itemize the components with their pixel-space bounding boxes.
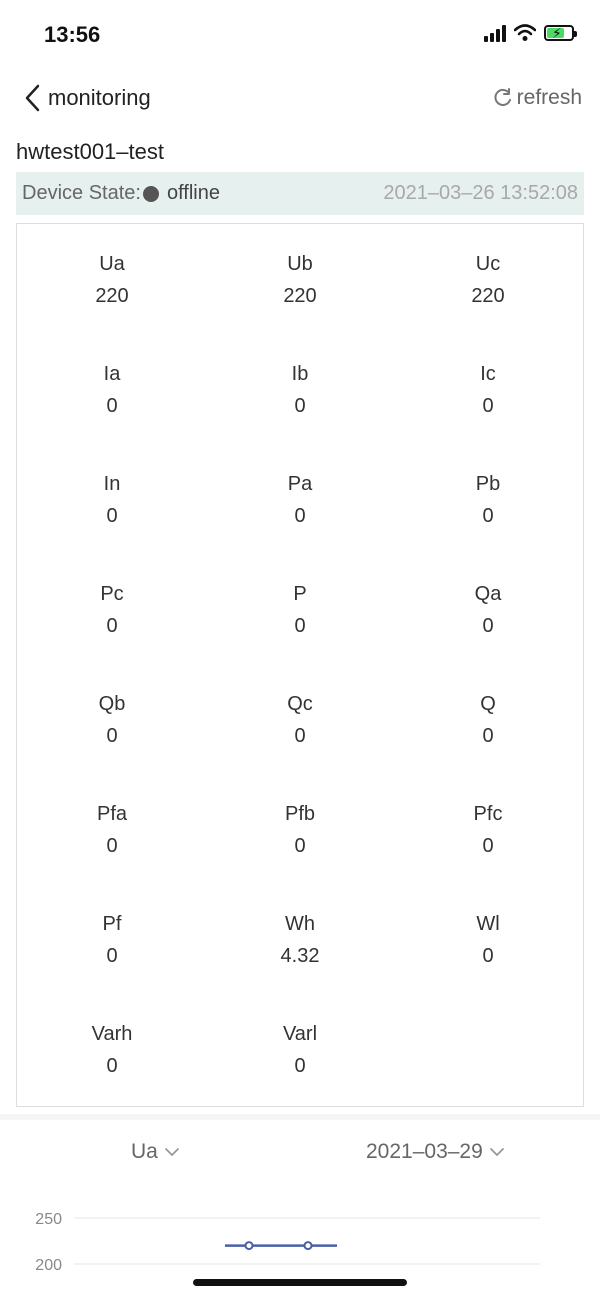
metric-qa (393, 582, 583, 638)
metric-pf (17, 912, 207, 968)
metric-value: 0 (482, 615, 494, 637)
metric-label: Ub (287, 253, 313, 275)
metric-qc (205, 692, 395, 748)
metric-value: 0 (482, 835, 494, 857)
metric-label: Qc (287, 693, 313, 715)
metrics-card (16, 223, 584, 1107)
metric-label: Ib (291, 363, 309, 385)
metric-value: 0 (294, 1055, 306, 1077)
metric-value: 0 (482, 395, 494, 417)
metric-q (393, 692, 583, 748)
metric-label: Pfc (473, 803, 503, 825)
metric-label: Pc (100, 583, 124, 605)
metric-varl (205, 1022, 395, 1078)
metric-label: Qa (474, 583, 502, 605)
metric-p (205, 582, 395, 638)
metric-value: 0 (294, 395, 306, 417)
metric-select-value: Ua (131, 1140, 158, 1163)
metric-value: 4.32 (280, 945, 320, 967)
metric-label: Uc (475, 253, 501, 275)
metric-ua (17, 252, 207, 308)
status-time: 13:56 (44, 22, 101, 47)
y-tick-label: 250 (35, 1211, 62, 1228)
metric-wh (205, 912, 395, 968)
back-button[interactable] (24, 84, 151, 112)
chevron-down-icon (164, 1147, 180, 1157)
battery-charging-icon: ⚡ (544, 25, 574, 41)
metric-label: Q (480, 693, 496, 715)
metric-label: Qb (98, 693, 126, 715)
y-tick-label: 200 (35, 1257, 62, 1274)
device-state-value: offline (166, 182, 220, 204)
metric-value: 0 (482, 725, 494, 747)
metric-value: 0 (106, 505, 118, 527)
last-update-timestamp: 2021–03–26 13:52:08 (383, 182, 578, 204)
refresh-label: refresh (516, 86, 582, 109)
metric-value: 0 (482, 505, 494, 527)
metric-label: Wh (285, 913, 315, 935)
metric-pfa (17, 802, 207, 858)
page-title: monitoring (48, 85, 151, 110)
signal-icon (484, 24, 506, 42)
metric-label: Pf (102, 913, 122, 935)
metric-pc (17, 582, 207, 638)
metric-pfc (393, 802, 583, 858)
metric-value: 220 (95, 285, 129, 307)
device-state-label: Device State: (22, 182, 141, 204)
metric-label: Wl (476, 913, 500, 935)
nav-bar (0, 80, 600, 124)
metric-varh (17, 1022, 207, 1078)
status-dot-icon (143, 186, 159, 202)
data-point (246, 1242, 253, 1249)
metric-value: 0 (294, 725, 306, 747)
metric-value: 0 (482, 945, 494, 967)
metric-ub (205, 252, 395, 308)
metric-value: 0 (294, 505, 306, 527)
metric-pfb (205, 802, 395, 858)
metric-label: Pfa (96, 803, 128, 825)
metric-ic (393, 362, 583, 418)
metric-value: 0 (106, 725, 118, 747)
device-name: hwtest001–test (16, 139, 164, 164)
metric-label: Pa (287, 473, 313, 495)
metric-value: 0 (294, 615, 306, 637)
metric-label: Ua (99, 253, 125, 275)
wifi-icon (514, 24, 536, 42)
metric-value: 220 (283, 285, 317, 307)
device-state-bar (16, 172, 584, 215)
metric-value: 0 (294, 835, 306, 857)
metric-qb (17, 692, 207, 748)
metric-label: Pfb (284, 803, 316, 825)
refresh-icon (493, 88, 513, 108)
metric-pa (205, 472, 395, 528)
metric-pb (393, 472, 583, 528)
metric-label: Pb (475, 473, 501, 495)
metric-ib (205, 362, 395, 418)
metric-in (17, 472, 207, 528)
metric-label: Ic (480, 363, 496, 385)
chevron-left-icon (24, 84, 40, 112)
status-icons (484, 24, 574, 42)
metric-uc (393, 252, 583, 308)
metric-value: 0 (106, 395, 118, 417)
metric-value: 0 (106, 835, 118, 857)
device-state (22, 182, 220, 205)
metric-label: Varl (282, 1023, 318, 1045)
metric-label: Ia (103, 363, 121, 385)
metric-label: Varh (91, 1023, 133, 1045)
metric-select[interactable] (131, 1140, 180, 1164)
date-select-value: 2021–03–29 (366, 1140, 483, 1163)
metric-value: 0 (106, 945, 118, 967)
metric-value: 220 (471, 285, 505, 307)
home-indicator (193, 1279, 407, 1286)
data-point (305, 1242, 312, 1249)
metric-wl (393, 912, 583, 968)
metric-value: 0 (106, 1055, 118, 1077)
refresh-button[interactable] (493, 86, 582, 110)
metric-value: 0 (106, 615, 118, 637)
metric-label: In (103, 473, 121, 495)
chevron-down-icon (489, 1147, 505, 1157)
metric-label: P (293, 583, 307, 605)
metric-ia (17, 362, 207, 418)
status-bar (0, 0, 600, 72)
date-select[interactable] (366, 1140, 505, 1164)
